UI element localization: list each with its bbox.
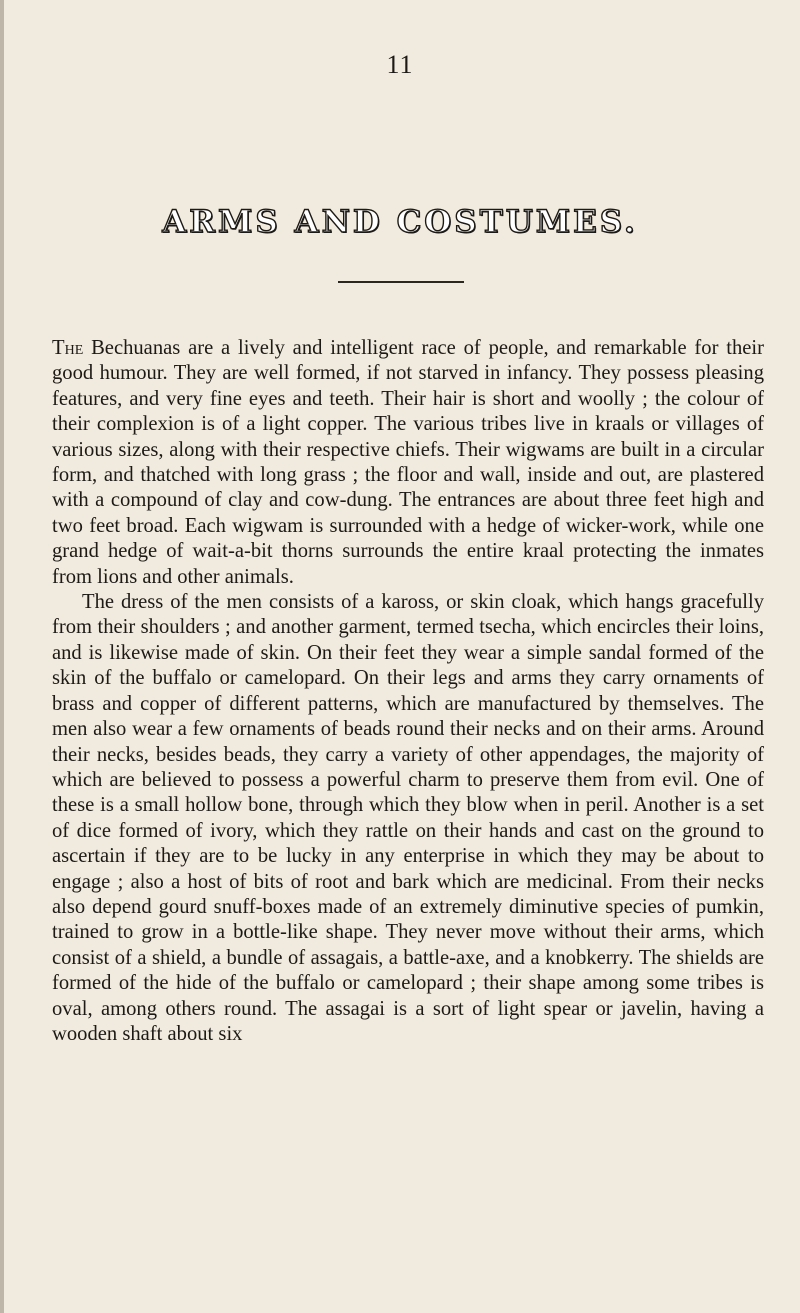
page-number: 11 [386,50,414,79]
opening-word: The [52,337,84,359]
paragraph-1-text: Bechuanas are a lively and intelligent race of people, and remarkable for their good humour. They are well formed, if not starved in infancy. They possess pleasing features, and very fine eyes and teeth. Their hair is short and woolly ; the colour of their complexion is of a light copper. The various tribes live in kraals or villages of various sizes, along with their respective chiefs. Their wigwams are built in a circular form, and thatched with long grass ; the floor and wall, inside and out, are plastered with a compound of clay and cow-dung. The entrances are about three feet high and two feet broad. Each wigwam is surrounded with a hedge of wicker-work, while one grand hedge of wait-a-bit thorns surrounds the entire kraal protecting the inmates from lions and other animals. [52,337,764,588]
paragraph-2: The dress of the men consists of a kaross, or skin cloak, which hangs gracefully from their shoulders ; and another garment, termed tsecha, which encircles their loins, and is likewise made of skin. On their feet they wear a simple sandal formed of the skin of the buffalo or camelopard. On their legs and arms they carry ornaments of brass and copper of different patterns, which are manufactured by themselves. The men also wear a few ornaments of beads round their necks and on their arms. Around their necks, besides beads, they carry a variety of other appendages, the majority of which are believed to possess a powerful charm to preserve them from evil. One of these is a small hollow bone, through which they blow when in peril. Another is a set of dice formed of ivory, which they rattle on their hands and cast on the ground to ascertain if they are to be lucky in any enterprise in which they may be about to engage ; also a host of bits of root and bark which are medicinal. From their necks also depend gourd snuff-boxes made of an extremely diminutive species of pumkin, trained to grow in a bottle-like shape. They never move without their arms, which consist of a shield, a bundle of assagais, a battle-axe, and a knobkerry. The shields are formed of the hide of the buffalo or camelopard ; their shape among some tribes is oval, among others round. The assagai is a sort of light spear or javelin, having a wooden shaft about six [52,591,764,1045]
paragraph-1 [52,336,764,590]
body-text [52,336,764,1047]
page-edge-shadow [0,0,4,1313]
chapter-heading: ARMS AND COSTUMES. [162,204,638,240]
heading-divider [338,281,464,283]
